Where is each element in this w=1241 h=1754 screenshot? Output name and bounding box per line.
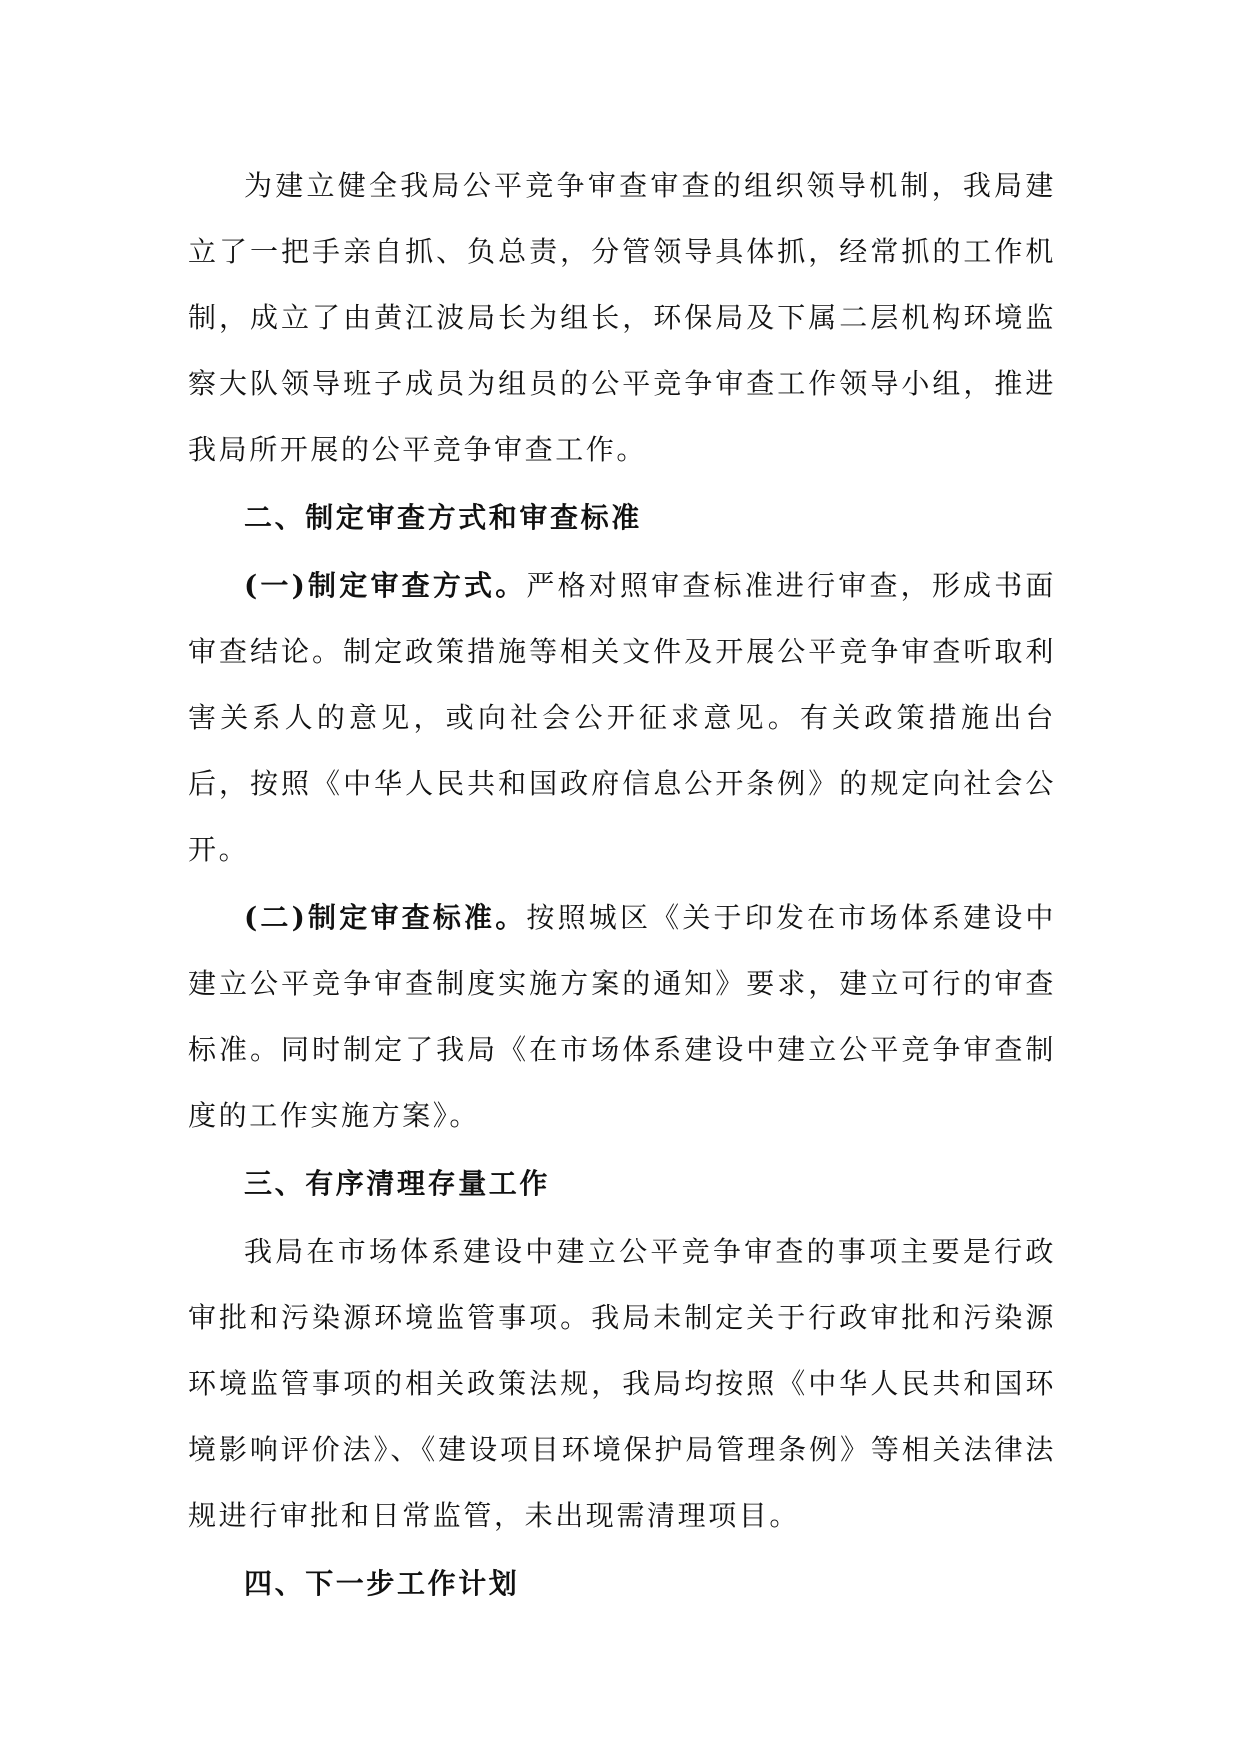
subheading-review-method: (一)制定审查方式。	[244, 569, 527, 602]
text-review-standard: 按照城区《关于印发在市场体系建设中建立公平竞争审查制度实施方案的通知》要求，建立可行的审查标准。同时制定了我局《在市场体系建设中建立公平竞争审查制度的工作实施方案》。	[188, 901, 1057, 1132]
subheading-review-standard: (二)制定审查标准。	[244, 901, 527, 934]
paragraph-review-method	[188, 553, 1056, 883]
heading-review-method-standard: 二、制定审查方式和审查标准	[244, 501, 642, 534]
document-body	[188, 153, 1056, 1617]
paragraph-leadership-mechanism: 为建立健全我局公平竞争审查审查的组织领导机制，我局建立了一把手亲自抓、负总责，分管领导具体抓，经常抓的工作机制，成立了由黄江波局长为组长，环保局及下属二层机构环境监察大队领导班子成员为组员的公平竞争审查工作领导小组，推进我局所开展的公平竞争审查工作。	[188, 169, 1056, 466]
heading-clear-existing-work: 三、有序清理存量工作	[244, 1167, 551, 1200]
paragraph-review-standard	[188, 885, 1056, 1149]
text-review-method: 严格对照审查标准进行审查，形成书面审查结论。制定政策措施等相关文件及开展公平竞争审查听取利害关系人的意见，或向社会公开征求意见。有关政策措施出台后，按照《中华人民共和国政府信息公开条例》的规定向社会公开。	[188, 569, 1057, 866]
paragraph-clear-existing-work: 我局在市场体系建设中建立公平竞争审查的事项主要是行政审批和污染源环境监管事项。我局未制定关于行政审批和污染源环境监管事项的相关政策法规，我局均按照《中华人民共和国环境影响评价法》、《建设项目环境保护局管理条例》等相关法律法规进行审批和日常监管，未出现需清理项目。	[188, 1235, 1056, 1532]
heading-next-step-plan: 四、下一步工作计划	[244, 1567, 520, 1600]
